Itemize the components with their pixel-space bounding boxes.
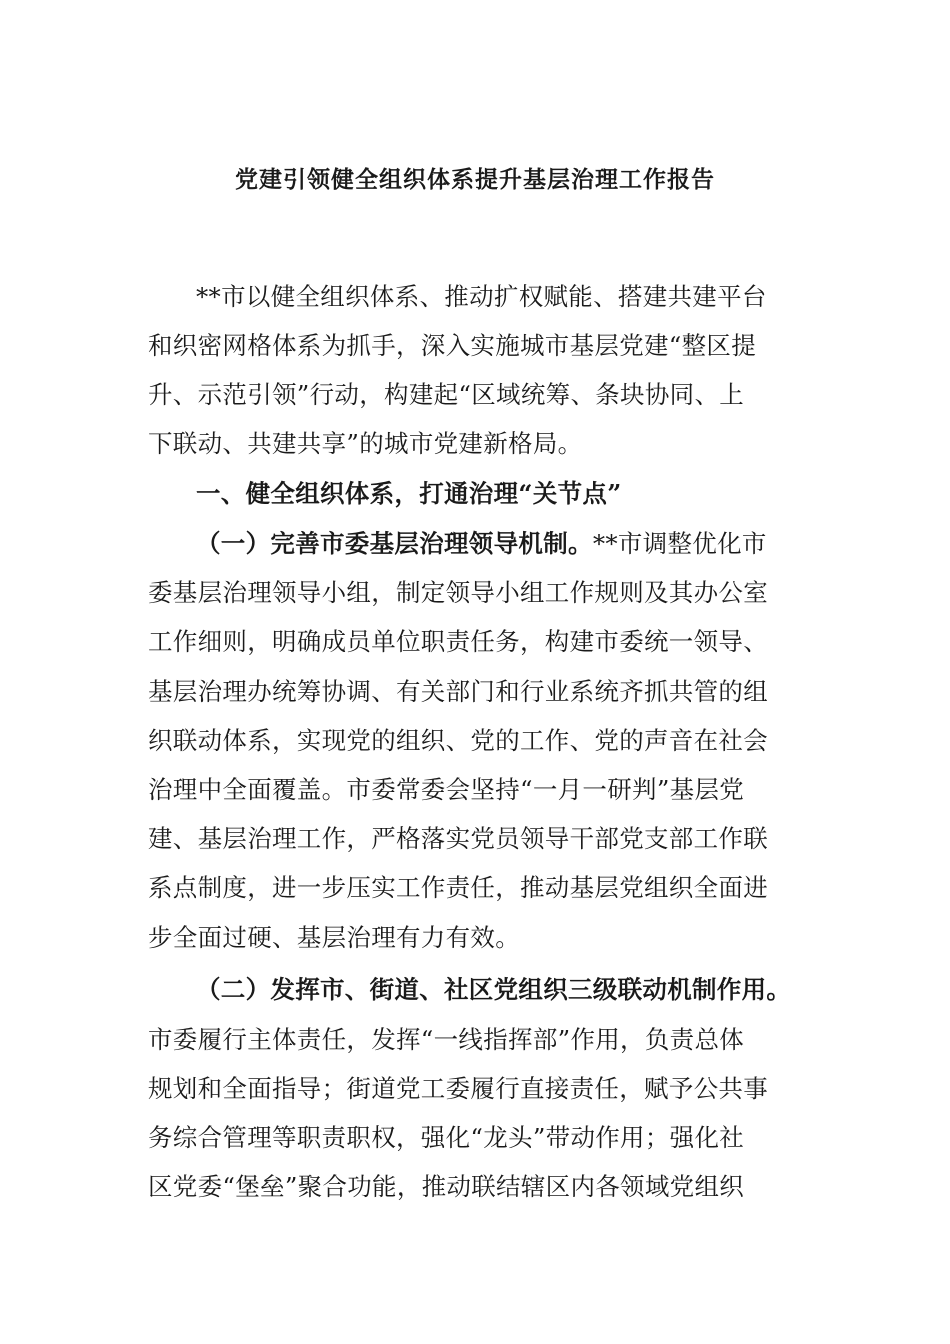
subsection-2-line: 务综合管理等职责职权，强化“龙头”带动作用；强化社: [148, 1123, 745, 1152]
subsection-1-first-line: [196, 524, 808, 564]
subsection-2-heading: （二）发挥市、街道、社区党组织三级联动机制作用。: [196, 975, 792, 1004]
subsection-1-line: 委基层治理领导小组，制定领导小组工作规则及其办公室: [148, 578, 768, 607]
subsection-1-line: 建、基层治理工作，严格落实党员领导干部党支部工作联: [148, 824, 768, 853]
subsection-1-line: 织联动体系，实现党的组织、党的工作、党的声音在社会: [148, 726, 768, 755]
intro-line-2: 和织密网格体系为抓手，深入实施城市基层党建“整区提: [148, 331, 757, 360]
intro-line-3: 升、示范引领”行动，构建起“区域统筹、条块协同、上: [148, 380, 745, 409]
subsection-1-line: 治理中全面覆盖。市委常委会坚持“一月一研判”基层党: [148, 775, 745, 804]
subsection-1-line: 系点制度，进一步压实工作责任，推动基层党组织全面进: [148, 873, 768, 902]
intro-line-1: **市以健全组织体系、推动扩权赋能、搭建共建平台: [196, 282, 767, 311]
intro-line-4: 下联动、共建共享”的城市党建新格局。: [148, 429, 583, 458]
section-heading-1: 一、健全组织体系，打通治理“关节点”: [196, 479, 622, 508]
subsection-1-line: 步全面过硬、基层治理有力有效。: [148, 923, 520, 952]
subsection-2-line: 规划和全面指导；街道党工委履行直接责任，赋予公共事: [148, 1074, 768, 1103]
subsection-2-line: 区党委“堡垒”聚合功能，推动联结辖区内各领域党组织: [148, 1172, 745, 1201]
document-title: 党建引领健全组织体系提升基层治理工作报告: [235, 166, 715, 193]
subsection-1-line: 工作细则，明确成员单位职责任务，构建市委统一领导、: [148, 627, 768, 656]
subsection-1-line: 基层治理办统筹协调、有关部门和行业系统齐抓共管的组: [148, 677, 768, 706]
subsection-1-first-line-rest: **市调整优化市: [592, 529, 767, 558]
subsection-2-line: 市委履行主体责任，发挥“一线指挥部”作用，负责总体: [148, 1025, 745, 1054]
subsection-1-heading: （一）完善市委基层治理领导机制。: [196, 529, 593, 558]
